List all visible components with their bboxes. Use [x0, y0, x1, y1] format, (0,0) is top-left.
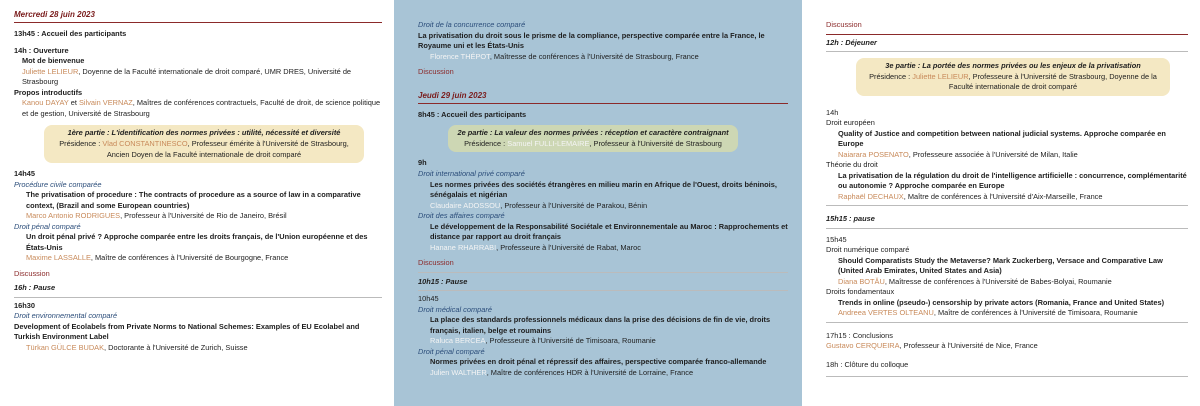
- session-label: Droit européen: [826, 118, 875, 128]
- welcome-speaker-line: [14, 67, 382, 88]
- session-label: Droit international privé comparé: [418, 169, 525, 178]
- talk-title: Development of Ecolabels from Private Norms to National Schemes: Examples of EU Ecolabel and Turkish Environment Label: [14, 321, 360, 342]
- talk-speaker: [418, 368, 788, 379]
- conclusions-speaker: [826, 341, 1188, 352]
- part-presidency: [456, 139, 730, 150]
- speaker-name: Juliette LELIEUR: [22, 66, 79, 76]
- speaker-role: , Professeur à l'Université de Nice, France: [899, 341, 1038, 351]
- session-label: Théorie du droit: [826, 160, 878, 170]
- talk-speaker: [418, 336, 788, 347]
- talk-speaker: [826, 150, 1188, 161]
- speaker-name: Vlad CONSTANTINESCO: [102, 139, 188, 148]
- talk-title: Normes privées en droit pénal et répressif des affaires, perspective comparée franco-allemande: [430, 357, 767, 367]
- talk-title: Trends in online (pseudo-) censorship by private actors (Romania, France and United States): [838, 297, 1165, 307]
- speaker-name: Raphaël DECHAUX: [838, 191, 904, 201]
- session-time: 10h45: [418, 294, 439, 304]
- talk-title: Quality of Justice and competition between national judicial systems. Approche comparée en Europe: [838, 128, 1166, 149]
- part-title: 1ère partie : L'identification des normes privées : utilité, nécessité et diversité: [67, 128, 341, 138]
- speaker-role: , Maître de conférences HDR à l'Université de Lorraine, France: [486, 367, 694, 377]
- speaker-name: Claudaire ADOSSOU: [430, 200, 501, 210]
- part-presidency: [52, 139, 356, 160]
- session-label: Droit numérique comparé: [826, 245, 910, 255]
- speaker-name: Türkan GÜLCE BUDAK: [26, 342, 105, 352]
- presidency-label: Présidence :: [59, 139, 103, 148]
- session-time: 14h: [826, 107, 839, 117]
- discussion-label: Discussion: [418, 67, 454, 77]
- talk-speaker: [14, 253, 382, 264]
- column-day2-afternoon: [802, 0, 1200, 406]
- speaker-name: Naiarara POSENATO: [838, 149, 909, 159]
- session-label: Droit médical comparé: [418, 304, 492, 314]
- talk-speaker: [418, 243, 788, 254]
- speaker-role: , Maître de conférences à l'Université de Timisoara, Roumanie: [933, 308, 1138, 318]
- presidency-label: Présidence :: [869, 71, 913, 81]
- session-time: 14h45: [14, 169, 35, 179]
- speaker-role: , Professeur émérite à l'Université de Strasbourg, Ancien Doyen de la Faculté internationale de droit comparé: [106, 139, 349, 159]
- talk-title: Les normes privées des sociétés étrangères en milieu marin en Afrique de l'Ouest, droits béninois, sénégalais et nigérian: [430, 179, 777, 200]
- part-title: 2e partie : La valeur des normes privées : réception et caractère contraignant: [457, 128, 729, 138]
- intro-label: Propos introductifs: [14, 87, 83, 97]
- speaker-role: , Professeure à l'Université de Strasbourg, Doyenne de la Faculté internationale de droit comparé: [948, 71, 1157, 92]
- date-heading: Jeudi 29 juin 2023: [418, 90, 788, 104]
- session-label: Droit environnemental comparé: [14, 311, 118, 321]
- talk-speaker: [14, 211, 382, 222]
- intro-speakers-line: [14, 98, 382, 119]
- speaker-role: , Maîtresse de conférences à l'Université de Babes-Bolyai, Roumanie: [884, 276, 1112, 286]
- speaker-name: Juliette LELIEUR: [912, 71, 969, 81]
- speaker-role: , Doyenne de la Faculté internationale de droit comparé, UMR DRES, Université de Strasbourg: [22, 66, 352, 87]
- speaker-name: Hanane RHARRABI: [430, 242, 497, 252]
- speaker-name: Samuel FULLI-LEMAIRE: [507, 138, 590, 148]
- speaker-name: Raluca BERCEA: [430, 336, 486, 346]
- lunch-label: 12h : Déjeuner: [826, 38, 1188, 53]
- speaker-name: Julien WALTHER: [430, 367, 487, 377]
- session-label: Droit pénal comparé: [14, 221, 81, 231]
- speaker-role: , Professeur à l'Université de Parakou, Bénin: [500, 200, 648, 210]
- talk-speaker: [826, 192, 1188, 207]
- speaker-name: Marco Antonio RODRIGUES: [26, 211, 121, 221]
- talk-title: Le développement de la Responsabilité Sociétale et Environnementale au Maroc : Rapprochements et distance par rapport au droit français: [430, 221, 788, 242]
- pause-label: 10h15 : Pause: [418, 277, 788, 292]
- welcome-time: 8h45 : Accueil des participants: [418, 109, 527, 119]
- speaker-role: , Maîtresse de conférences à l'Université de Strasbourg, France: [489, 51, 699, 61]
- discussion-label: Discussion: [418, 258, 788, 273]
- talk-title: Un droit pénal privé ? Approche comparée entre les droits français, de l'Union européenne et des États-Unis: [26, 232, 368, 252]
- speaker-name: Kanou DAYAY: [22, 98, 69, 108]
- speaker-role: , Professeure associée à l'Université de Milan, Italie: [908, 149, 1078, 159]
- discussion-label: Discussion: [14, 268, 50, 278]
- talk-title: La privatisation de la régulation du droit de l'intelligence artificielle : concurrence, complémentarité ou autonomie ? Approche comparée en Europe: [838, 170, 1187, 191]
- conclusions-time: 17h15 : Conclusions: [826, 330, 893, 340]
- conjunction: et: [68, 98, 79, 108]
- talk-title: Should Comparatists Study the Metaverse? Mark Zuckerberg, Versace and Comparative Law (United Arab Emirates, United States and Asia): [838, 255, 1163, 276]
- talk-speaker: [418, 201, 788, 212]
- part-title: 3e partie : La portée des normes privées ou les enjeux de la privatisation: [885, 61, 1141, 71]
- pause-label: 15h15 : pause: [826, 214, 1188, 229]
- talk-title: La place des standards professionnels médicaux dans la prise des décisions de fin de vie, droits français, italien, belge et roumains: [430, 315, 771, 335]
- speaker-name: Silvain VERNAZ: [78, 98, 133, 108]
- session-label: Droits fondamentaux: [826, 287, 895, 297]
- speaker-role: , Maître de conférences à l'Université d'Aix-Marseille, France: [903, 191, 1103, 201]
- speaker-role: , Professeure à l'Université de Rabat, Maroc: [496, 242, 641, 252]
- speaker-name: Florence THÉPOT: [430, 51, 490, 61]
- part-presidency: [864, 72, 1162, 93]
- speaker-role: , Professeur à l'Université de Strasbourg: [589, 138, 722, 148]
- talk-title: The privatisation of procedure : The contracts of procedure as a source of law in a comparative context, (Brazil and some European countries): [26, 190, 361, 210]
- session-label: Procédure civile comparée: [14, 179, 102, 189]
- talk-speaker: [826, 308, 1188, 323]
- part3-box: [856, 58, 1170, 96]
- date-heading: Mercredi 28 juin 2023: [14, 9, 382, 23]
- session-time: 9h: [418, 158, 427, 168]
- opening-time: 14h : Ouverture: [14, 45, 69, 55]
- talk-speaker: [418, 52, 788, 63]
- part1-box: [44, 125, 364, 163]
- talk-speaker: [826, 277, 1188, 288]
- talk-speaker: [14, 343, 382, 354]
- speaker-name: Diana BOTĂU: [838, 276, 885, 286]
- speaker-role: , Professeur à l'Université de Rio de Janeiro, Brésil: [120, 211, 287, 221]
- welcome-time: 13h45 : Accueil des participants: [14, 29, 127, 39]
- session-time: 16h30: [14, 300, 35, 310]
- speaker-name: Gustavo CERQUEIRA: [826, 341, 900, 351]
- column-day1: [0, 0, 394, 406]
- speaker-role: , Doctorante à l'Université de Zurich, Suisse: [104, 342, 248, 352]
- part2-box: [448, 125, 738, 152]
- speaker-name: Andreea VERTES OLTEANU: [838, 308, 934, 318]
- closing-label: 18h : Clôture du colloque: [826, 360, 1188, 378]
- speaker-role: , Maître de conférences à l'Université de Bourgogne, France: [90, 253, 289, 263]
- discussion-label: Discussion: [826, 20, 1188, 35]
- session-time: 15h45: [826, 234, 847, 244]
- presidency-label: Présidence :: [464, 138, 508, 148]
- session-label: Droit pénal comparé: [418, 346, 485, 356]
- speaker-name: Maxime LASSALLE: [26, 253, 91, 263]
- speaker-role: , Professeure à l'Université de Timisoara, Roumanie: [485, 336, 656, 346]
- session-label: Droit des affaires comparé: [418, 211, 505, 221]
- session-label: Droit de la concurrence comparé: [418, 20, 526, 29]
- welcome-word: Mot de bienvenue: [22, 56, 85, 66]
- speaker-role: , Maîtres de conférences contractuels, Faculté de droit, de science politique et de gestion, Université de Strasbourg: [22, 98, 381, 118]
- column-day2-morning: [394, 0, 802, 406]
- pause-label: 16h : Pause: [14, 283, 382, 298]
- talk-title: La privatisation du droit sous le prisme de la compliance, perspective comparée entre la France, le Royaume uni et les États-Unis: [418, 30, 765, 51]
